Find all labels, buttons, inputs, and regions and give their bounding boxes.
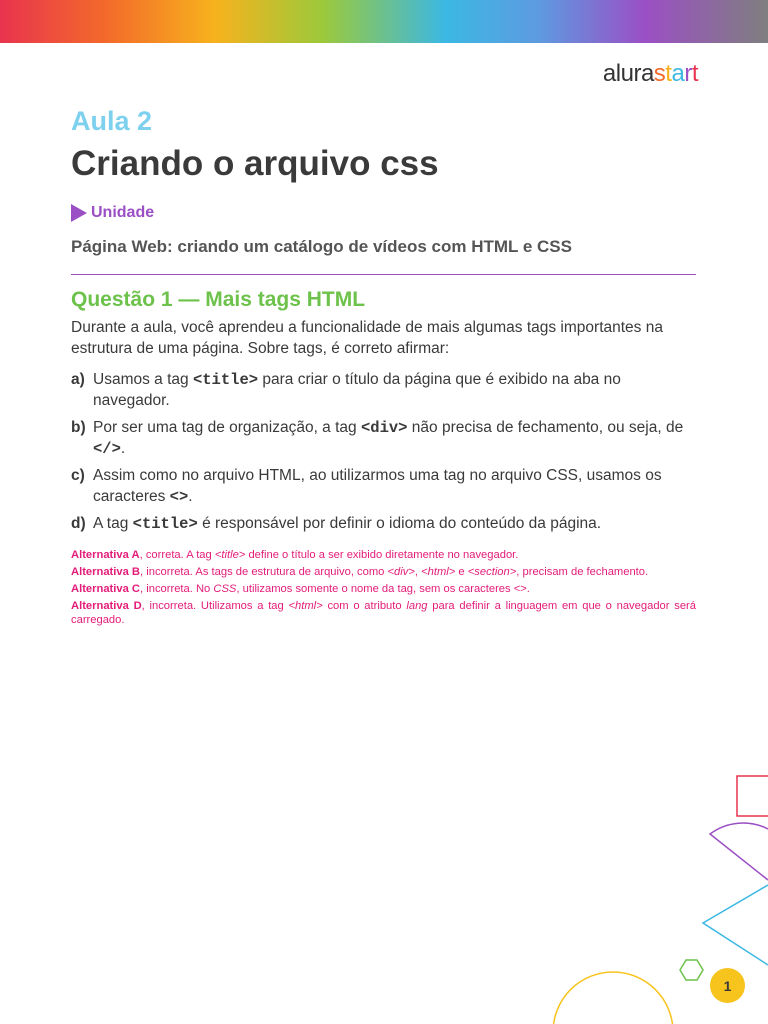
answer-a: Alternativa A, correta. A tag <title> define o título a ser exibido diretamente no navegador. bbox=[71, 549, 519, 561]
square-outline-icon bbox=[737, 776, 768, 816]
answer-b: Alternativa B, incorreta. As tags de estrutura de arquivo, como <div>, <html> e <section>, precisam de fechamento. bbox=[71, 566, 649, 578]
answer-c: Alternativa C, incorreta. No CSS, utilizamos somente o nome da tag, sem os caracteres <>. bbox=[71, 583, 530, 595]
triangle-outline-icon bbox=[703, 885, 768, 965]
answer-d: Alternativa D, incorreta. Utilizamos a tag <html> com o atributo lang para definir a linguagem em que o navegador será carregado. bbox=[71, 600, 696, 626]
option-text: A tag <title> é responsável por definir o idioma do conteúdo da página. bbox=[93, 515, 602, 533]
page-number-badge: 1 bbox=[710, 968, 745, 1003]
option-letter: d) bbox=[71, 515, 86, 532]
question-title: Questão 1 — Mais tags HTML bbox=[71, 288, 366, 311]
option-letter: c) bbox=[71, 467, 85, 484]
alurastart-logo: alurastart bbox=[602, 60, 698, 87]
circle-outline-icon bbox=[553, 972, 673, 1024]
option-letter: b) bbox=[71, 419, 86, 436]
lesson-title: Criando o arquivo css bbox=[71, 144, 439, 183]
question-text: Durante a aula, você aprendeu a funcionalidade de mais algumas tags importantes na estrutura de uma página. Sobre tags, é correto afirmar: bbox=[71, 319, 663, 357]
option-text: Assim como no arquivo HTML, ao utilizarmos uma tag no arquivo CSS, usamos os caracteres <>. bbox=[93, 467, 662, 506]
option-text: Usamos a tag <title> para criar o título da página que é exibido na aba no navegador. bbox=[93, 371, 621, 409]
half-circle-outline-icon bbox=[710, 823, 768, 880]
lesson-label: Aula 2 bbox=[71, 106, 153, 136]
unit-name: Página Web: criando um catálogo de vídeos com HTML e CSS bbox=[71, 237, 572, 256]
hexagon-outline-icon bbox=[680, 960, 703, 980]
option-text: Por ser uma tag de organização, a tag <div> não precisa de fechamento, ou seja, de </>. bbox=[93, 419, 684, 458]
option-letter: a) bbox=[71, 371, 85, 388]
unit-label: Unidade bbox=[91, 204, 155, 221]
